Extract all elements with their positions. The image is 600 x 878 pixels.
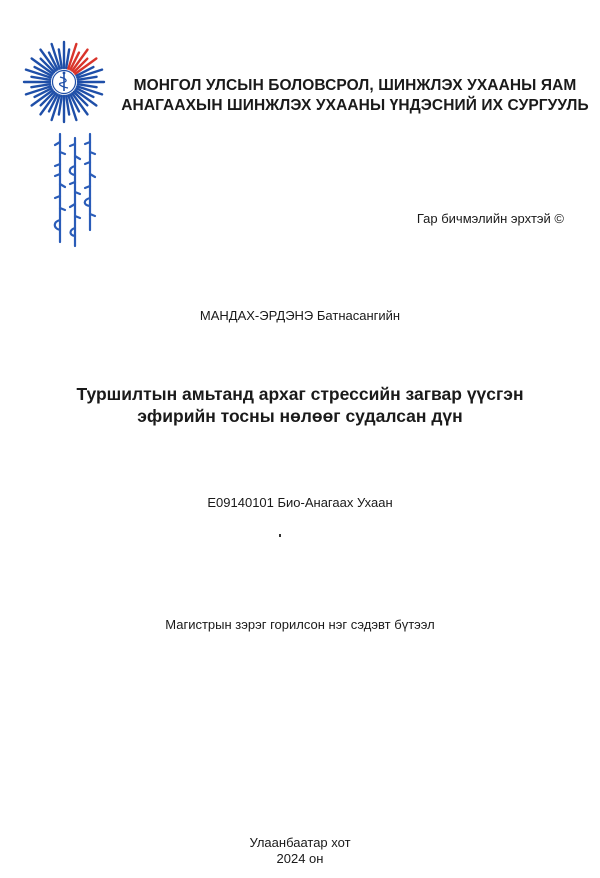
university-emblem-icon [22,40,106,124]
city-text: Улаанбаатар хот [249,835,351,850]
copyright-notice: Гар бичмэлийн эрхтэй © [416,211,564,226]
stray-mark [279,534,281,537]
place-and-year [0,835,600,867]
thesis-title-line-1: Туршилтын амьтанд архаг стрессийн загвар үүсгэн [76,384,524,404]
thesis-title [0,383,600,427]
degree-statement: Магистрын зэрэг горилсон нэг сэдэвт бүтээл [165,617,435,632]
mongolian-script-emblem-text [50,130,100,250]
ministry-line-1: МОНГОЛ УЛСЫН БОЛОВСРОЛ, ШИНЖЛЭХ УХААНЫ ЯАМ [133,77,577,94]
ministry-line-2: АНАГААХЫН ШИНЖЛЭХ УХААНЫ ҮНДЭСНИЙ ИХ СУРГУУЛЬ [121,97,589,114]
ministry-heading [120,76,590,116]
year-text: 2024 он [276,851,324,866]
program-code: E09140101 Био-Анагаах Ухаан [207,495,393,510]
thesis-title-line-2: эфирийн тосны нөлөөг судалсан дүн [137,406,463,426]
author-name: МАНДАХ-ЭРДЭНЭ Батнасангийн [199,308,401,323]
